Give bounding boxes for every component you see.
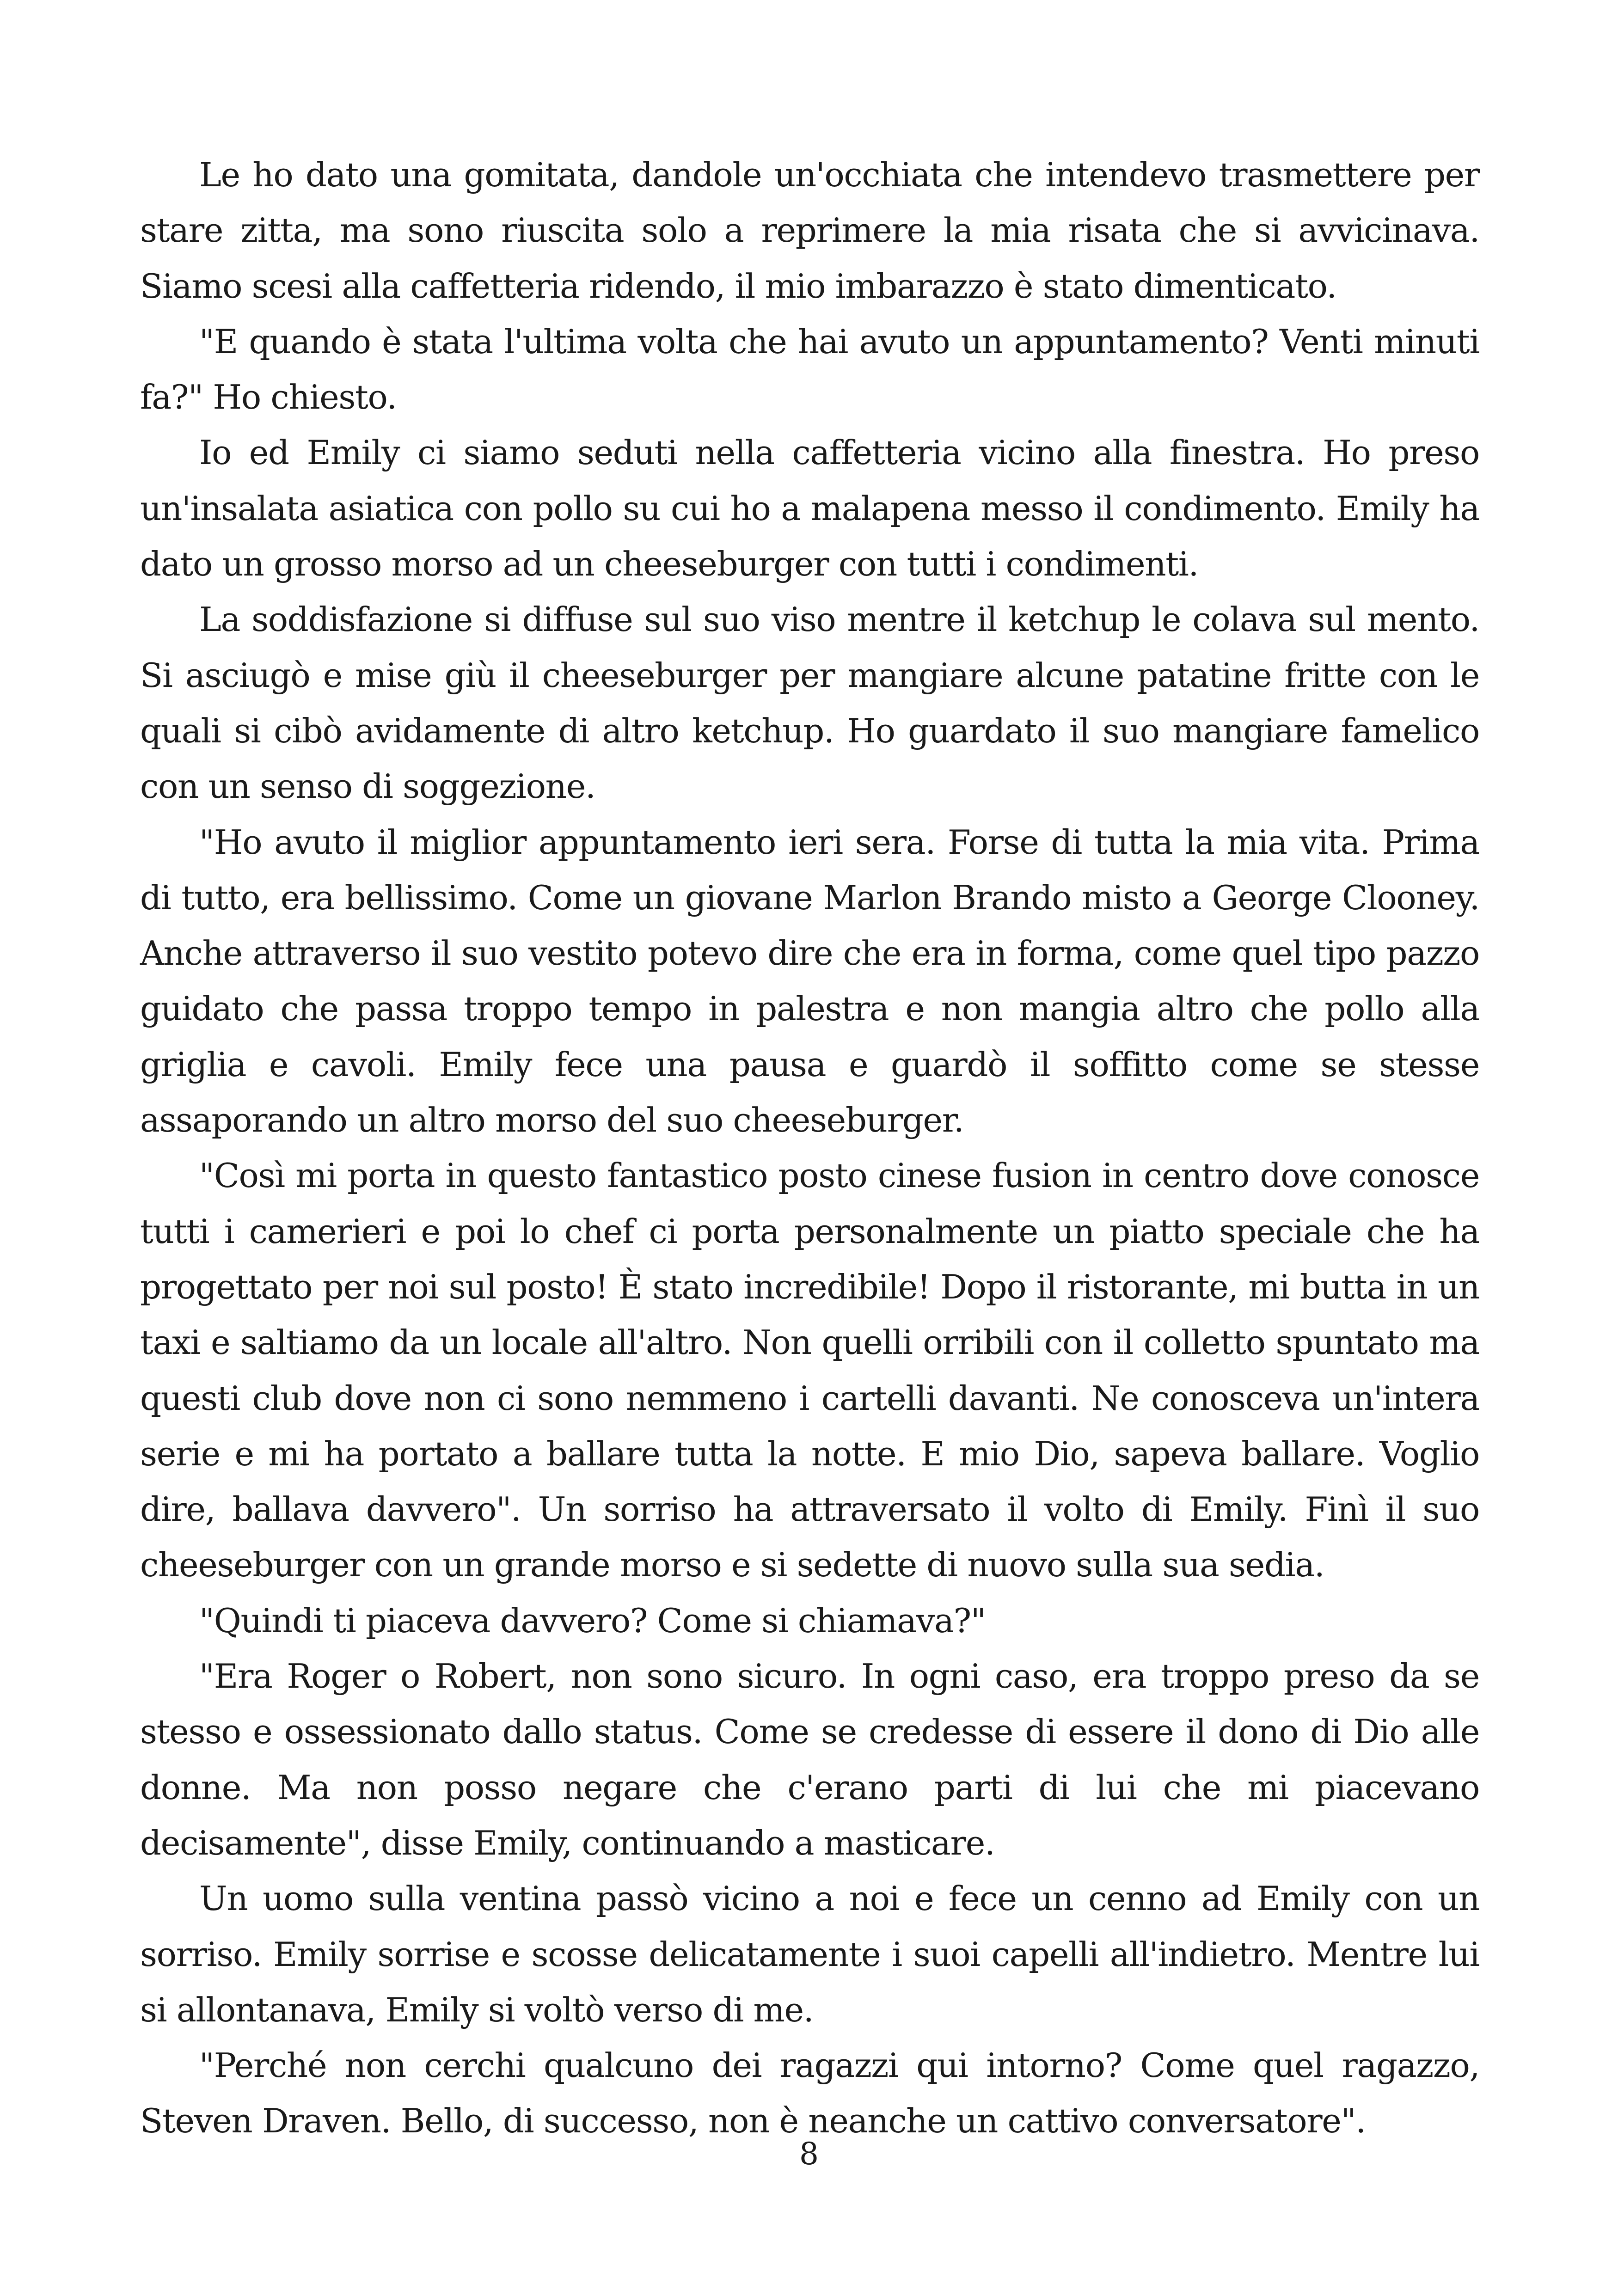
paragraph-7: "Quindi ti piaceva davvero? Come si chiamava?" bbox=[199, 1601, 986, 1640]
paragraph-10: "Perché non cerchi qualcuno dei ragazzi qui intorno? Come quel ragazzo, Steven Draven. Bello, di successo, non è neanche un cattivo conversatore". bbox=[140, 2046, 1479, 2141]
page-body bbox=[140, 147, 1479, 2149]
paragraph-6: "Così mi porta in questo fantastico posto cinese fusion in centro dove conosce tutti i camerieri e poi lo chef ci porta personalmente un piatto speciale che ha progettato per noi sul posto! È stato incredibile! Dopo il ristorante, mi butta in un taxi e saltiamo da un locale all'altro. Non quelli orribili con il colletto spuntato ma questi club dove non ci sono nemmeno i cartelli davanti. Ne conosceva un'intera serie e mi ha portato a ballare tutta la notte. E mio Dio, sapeva ballare. Voglio dire, ballava davvero". Un sorriso ha attraversato il volto di Emily. Finì il suo cheeseburger con un grande morso e si sedette di nuovo sulla sua sedia. bbox=[140, 1156, 1479, 1585]
paragraph-3: Io ed Emily ci siamo seduti nella caffetteria vicino alla finestra. Ho preso un'insalata asiatica con pollo su cui ho a malapena messo il condimento. Emily ha dato un grosso morso ad un cheeseburger con tutti i condimenti. bbox=[140, 433, 1479, 584]
paragraph-9: Un uomo sulla ventina passò vicino a noi e fece un cenno ad Emily con un sorriso. Emily sorrise e scosse delicatamente i suoi capelli all'indietro. Mentre lui si allontanava, Emily si voltò verso di me. bbox=[140, 1879, 1479, 2029]
paragraph-1: Le ho dato una gomitata, dandole un'occhiata che intendevo trasmettere per stare zitta, ma sono riuscita solo a reprimere la mia risata che si avvicinava. Siamo scesi alla caffetteria ridendo, il mio imbarazzo è stato dimenticato. bbox=[140, 155, 1479, 306]
paragraph-5: "Ho avuto il miglior appuntamento ieri sera. Forse di tutta la mia vita. Prima di tutto, era bellissimo. Come un giovane Marlon Brando misto a George Clooney. Anche attraverso il suo vestito potevo dire che era in forma, come quel tipo pazzo guidato che passa troppo tempo in palestra e non mangia altro che pollo alla griglia e cavoli. Emily fece una pausa e guardò il soffitto come se stesse assaporando un altro morso del suo cheeseburger. bbox=[140, 822, 1479, 1140]
paragraph-4: La soddisfazione si diffuse sul suo viso mentre il ketchup le colava sul mento. Si asciugò e mise giù il cheeseburger per mangiare alcune patatine fritte con le quali si cibò avidamente di altro ketchup. Ho guardato il suo mangiare famelico con un senso di soggezione. bbox=[140, 600, 1479, 806]
paragraph-8: "Era Roger o Robert, non sono sicuro. In ogni caso, era troppo preso da se stesso e ossessionato dallo status. Come se credesse di essere il dono di Dio alle donne. Ma non posso negare che c'erano parti di lui che mi piacevano decisamente", disse Emily, continuando a masticare. bbox=[140, 1657, 1479, 1862]
page-number: 8 bbox=[799, 2136, 819, 2172]
paragraph-2: "E quando è stata l'ultima volta che hai avuto un appuntamento? Venti minuti fa?" Ho chiesto. bbox=[140, 322, 1479, 417]
